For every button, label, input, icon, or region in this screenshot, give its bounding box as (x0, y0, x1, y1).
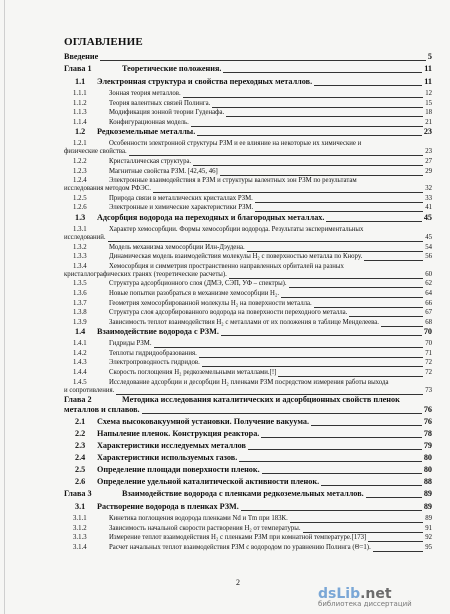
toc-title: Характеристики используемых газов. (97, 453, 238, 463)
toc-title: Зависимость теплот взаимодействия H₂ с металлами от их положения в таблице Менделеева. (109, 318, 379, 326)
toc-page: 45 (425, 233, 432, 241)
toc-page: 62 (425, 280, 432, 288)
toc-entry (64, 308, 432, 318)
toc-entry (64, 108, 432, 118)
toc-page: 23 (425, 148, 432, 156)
leader-line (366, 497, 422, 498)
toc-title: Напыление пленок. Конструкция реактора. (97, 429, 260, 439)
toc-page: 72 (425, 359, 432, 367)
toc-title: Геометрия хемосорбированной молекулы H₂ на поверхности металла. (109, 299, 312, 307)
toc-number: 3.1 (75, 502, 86, 512)
toc-entry (64, 339, 432, 349)
toc-page: 79 (423, 441, 432, 451)
table-of-contents (64, 52, 432, 553)
toc-title: Теоретические положения. (122, 64, 222, 73)
toc-entry (64, 477, 432, 489)
leader-line (223, 72, 422, 73)
toc-entry (64, 176, 432, 194)
toc-number: 1.2.6 (73, 204, 87, 212)
toc-page: 12 (425, 90, 432, 97)
toc-entry (64, 99, 432, 109)
toc-title: Схема высоковакуумной установки. Получение вакуума. (97, 417, 310, 427)
toc-entry (64, 318, 432, 328)
toc-title-continued: физические свойства. (64, 148, 127, 156)
watermark-logo: dsLib.net (318, 586, 392, 602)
toc-page: 5 (427, 52, 432, 61)
leader-line (326, 221, 421, 222)
toc-title: Зонная теория металлов. (109, 90, 181, 97)
toc-entry (64, 203, 432, 213)
toc-number: 1.3.3 (73, 253, 87, 261)
toc-number: 3.1.4 (73, 544, 87, 552)
toc-entry (64, 194, 432, 204)
toc-page: 41 (425, 204, 432, 212)
toc-title: Природа связи в металлических кристаллах РЗМ. (109, 194, 253, 202)
toc-page: 67 (425, 309, 432, 317)
toc-page: 89 (423, 489, 432, 499)
toc-number: 2.6 (75, 477, 86, 487)
leader-line (311, 425, 422, 426)
toc-title: Особенности электронной структуры РЗМ и ее влияние на некоторые их химические и (109, 140, 362, 148)
toc-number: 1.1.4 (73, 118, 87, 126)
toc-page: 66 (425, 299, 432, 307)
toc-number: 1.2 (75, 127, 86, 137)
toc-title: Модификация зонной теории Гуденафа. (109, 109, 225, 117)
toc-number: 1.4.3 (73, 359, 87, 367)
toc-entry (64, 429, 432, 441)
toc-entry (64, 465, 432, 477)
toc-entry (64, 213, 432, 225)
toc-number: 1.4.4 (73, 369, 87, 377)
toc-title: Конфигурационная модель. (109, 118, 189, 126)
toc-title-continued: исследования методом РФЭС. (64, 185, 151, 193)
toc-title: Расчет начальных теплот взаимодействия РЗМ с водородом по уравнению Полинга (Θ=1). (109, 544, 371, 552)
toc-entry (64, 52, 432, 64)
toc-entry (64, 118, 432, 128)
toc-title: Электронная структура и свойства переходных металлов. (97, 77, 313, 86)
toc-page: 45 (423, 212, 432, 222)
toc-entry (64, 299, 432, 309)
toc-number: 1.3 (75, 212, 86, 222)
toc-entry (64, 453, 432, 465)
toc-title: Электронные и химические характеристики РЗМ. (109, 204, 254, 212)
toc-number: Глава 1 (64, 64, 92, 73)
toc-entry (64, 139, 432, 157)
toc-title-continued: металлов и сплавов. (64, 405, 140, 415)
toc-page: 80 (423, 465, 432, 475)
toc-page: 11 (424, 64, 432, 73)
scan-edge (4, 0, 5, 614)
toc-title: Новые попытки разобраться в механизме хемосорбции H₂. (109, 289, 280, 297)
leader-line (100, 60, 426, 61)
toc-number: 3.1.1 (73, 515, 87, 523)
toc-title: Измерение теплот взаимодействия H₂ с пленками РЗМ при комнатной температуре.[173] (109, 534, 367, 542)
toc-entry (64, 157, 432, 167)
toc-entry (64, 252, 432, 262)
toc-title: Определение удельной каталитической активности пленок. (97, 477, 320, 487)
toc-page: 76 (423, 417, 432, 427)
toc-page: 54 (425, 243, 432, 251)
toc-page: 80 (423, 453, 432, 463)
toc-title: Структура адсорбционного слоя (ДМЭ, СЭП, УФ – спектры). (109, 280, 287, 288)
toc-number: 1.1.3 (73, 109, 87, 117)
toc-number: 2.3 (75, 441, 86, 451)
leader-line (241, 510, 422, 511)
toc-entry (64, 489, 432, 502)
toc-page: 29 (425, 167, 432, 175)
watermark-tagline: библиотека диссертаций (318, 600, 412, 608)
toc-title: Зависимость начальной скорости растворения H₂ от температуры. (109, 524, 301, 532)
toc-entry (64, 395, 432, 417)
toc-page: 89 (423, 502, 432, 512)
toc-number: Глава 3 (64, 489, 92, 499)
toc-entry (64, 533, 432, 543)
toc-page: 73 (425, 386, 432, 394)
toc-page: 92 (425, 534, 432, 542)
toc-title: Скорость поглощения H₂ редкоземельными металлами.[!] (109, 369, 277, 377)
toc-title: Хемосорбция и симметрия пространственно направленных орбиталей на разных (109, 262, 344, 270)
toc-entry (64, 77, 432, 89)
toc-entry (64, 524, 432, 534)
toc-entry (64, 89, 432, 99)
toc-title: Характеристики исследуемых металлов (97, 441, 246, 451)
toc-title: Адсорбция водорода на переходных и благородных металлах. (97, 212, 325, 222)
toc-page: 71 (425, 349, 432, 357)
toc-page: 89 (425, 515, 432, 523)
toc-title: Кинетика поглощения водорода пленками Nd и Tm при 183К. (109, 515, 288, 523)
leader-line (221, 335, 422, 336)
toc-entry (64, 127, 432, 139)
leader-line (261, 437, 421, 438)
leader-line (248, 449, 422, 450)
toc-page: 33 (425, 194, 432, 202)
toc-entry (64, 543, 432, 553)
toc-title: Определение площади поверхности пленок. (97, 465, 260, 475)
toc-entry (64, 327, 432, 339)
toc-page: 23 (423, 127, 432, 137)
toc-number: 1.4.1 (73, 340, 87, 348)
toc-entry (64, 167, 432, 177)
toc-title: Характер хемосорбции. Формы хемосорбции водорода. Результаты экспериментальных (109, 225, 364, 233)
toc-title: Электронные взаимодействия в РЗМ и структуры валентных зон РЗМ по результатам (109, 177, 357, 185)
toc-page: 72 (425, 369, 432, 377)
toc-number: 1.4.5 (73, 378, 87, 386)
toc-entry (64, 279, 432, 289)
toc-entry (64, 502, 432, 514)
toc-page: 78 (423, 429, 432, 439)
toc-number: 1.3.4 (73, 262, 87, 270)
toc-page: 64 (425, 289, 432, 297)
toc-number: 1.2.2 (73, 157, 87, 165)
toc-number: Глава 2 (64, 395, 92, 405)
toc-page: 76 (423, 405, 432, 415)
toc-number: 3.1.3 (73, 534, 87, 542)
toc-title: Методика исследования каталитических и адсорбционных свойств пленок (122, 395, 400, 405)
toc-title-continued: исследований. (64, 233, 106, 241)
toc-title: Введение (64, 52, 99, 61)
toc-title: Гидриды РЗМ. (109, 340, 152, 348)
toc-title: Взаимодействие водорода с РЗМ. (97, 327, 219, 337)
toc-title: Структура слоя адсорбированного водорода на поверхности переходного металла. (109, 309, 348, 317)
toc-page: 18 (425, 109, 432, 117)
toc-page: 91 (425, 524, 432, 532)
leader-line (197, 135, 422, 136)
toc-number: 2.2 (75, 429, 86, 439)
toc-number: 1.3.6 (73, 289, 87, 297)
toc-page: 21 (425, 118, 432, 126)
toc-entry (64, 289, 432, 299)
toc-entry (64, 225, 432, 243)
toc-number: 1.2.5 (73, 194, 87, 202)
page-title: ОГЛАВЛЕНИЕ (64, 36, 143, 48)
page-number: 2 (236, 578, 240, 587)
toc-title-continued: кристаллографических гранях (теоретические расчеты). (64, 270, 227, 278)
leader-line (262, 473, 422, 474)
toc-page: 95 (425, 544, 432, 552)
toc-page: 68 (425, 318, 432, 326)
leader-line (373, 551, 423, 552)
toc-page: 32 (425, 185, 432, 193)
toc-entry (64, 349, 432, 359)
leader-line (142, 413, 422, 414)
leader-line (239, 461, 422, 462)
leader-line (314, 85, 422, 86)
toc-number: 1.3.9 (73, 318, 87, 326)
toc-title: Растворение водорода в пленках РЗМ. (97, 502, 239, 512)
toc-entry (64, 243, 432, 253)
toc-entry (64, 262, 432, 280)
toc-number: 2.1 (75, 417, 86, 427)
toc-entry (64, 64, 432, 77)
toc-entry (64, 358, 432, 368)
toc-entry (64, 368, 432, 378)
toc-number: 1.4.2 (73, 349, 87, 357)
toc-title: Кристаллическая структура. (109, 157, 192, 165)
toc-title: Электропроводность гидридов. (109, 359, 200, 367)
toc-number: 2.5 (75, 465, 86, 475)
toc-number: 3.1.2 (73, 524, 87, 532)
toc-number: 1.3.8 (73, 309, 87, 317)
toc-title: Модель механизма хемосорбции Илн-Дэудена. (109, 243, 245, 251)
toc-number: 1.4 (75, 327, 86, 337)
toc-entry (64, 417, 432, 429)
toc-entry (64, 441, 432, 453)
toc-page: 15 (425, 99, 432, 107)
toc-number: 1.3.2 (73, 243, 87, 251)
toc-title: Теория валентных связей Полинга. (109, 99, 211, 107)
toc-page: 70 (425, 340, 432, 348)
toc-title: Редкоземельные металлы. (97, 127, 196, 137)
toc-number: 1.3.5 (73, 280, 87, 288)
toc-number: 1.3.1 (73, 225, 87, 233)
toc-page: 11 (424, 77, 432, 86)
toc-entry (64, 378, 432, 396)
watermark (318, 586, 442, 612)
toc-page: 88 (423, 477, 432, 487)
leader-line (321, 485, 422, 486)
toc-page: 56 (425, 253, 432, 261)
toc-title: Динамическая модель взаимодействия молекулы H₂ с поверхностью металла по Кнору. (109, 253, 363, 261)
toc-title: Теплоты гидридообразования. (109, 349, 197, 357)
toc-title: Взаимодействие водорода с пленками редкоземельных металлов. (122, 489, 364, 499)
toc-number: 2.4 (75, 453, 86, 463)
toc-number: 1.2.4 (73, 177, 87, 185)
toc-number: 1.1 (75, 77, 86, 86)
toc-page: 27 (425, 157, 432, 165)
toc-number: 1.2.1 (73, 140, 87, 148)
toc-number: 1.2.3 (73, 167, 87, 175)
toc-number: 1.1.1 (73, 90, 87, 97)
toc-page: 60 (425, 270, 432, 278)
toc-title: Магнитные свойства РЗМ. [42,45, 46] (109, 167, 218, 175)
toc-number: 1.3.7 (73, 299, 87, 307)
toc-entry (64, 514, 432, 524)
toc-title: Исследование адсорбции и десорбции H₂ пленками РЗМ посредством измерения работы выхода (109, 378, 389, 386)
toc-page: 70 (423, 327, 432, 337)
toc-number: 1.1.2 (73, 99, 87, 107)
toc-title-continued: и сопротивления. (64, 386, 115, 394)
